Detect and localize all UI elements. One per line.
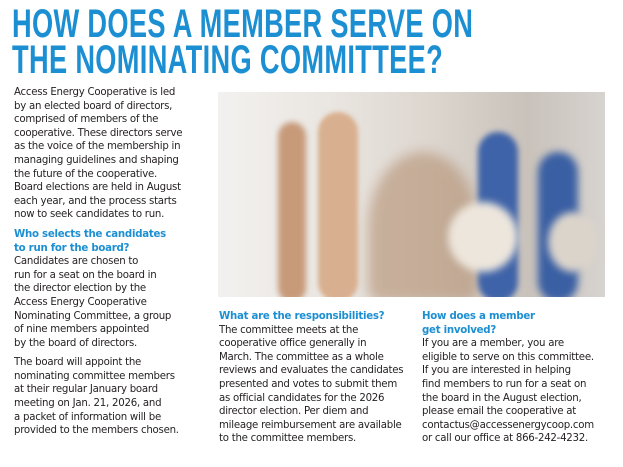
text-line: presented and votes to submit them xyxy=(219,378,397,390)
text-line: managing guidelines and shaping xyxy=(14,154,179,166)
text-line: The board will appoint the xyxy=(14,357,142,369)
text-line: Board elections are held in August xyxy=(14,182,181,194)
heading-line: to run for the board? xyxy=(14,242,130,254)
heading-line: get involved? xyxy=(422,324,496,336)
section-paragraph xyxy=(422,337,594,446)
section-paragraph xyxy=(14,255,182,350)
text-line: of nine members appointed xyxy=(14,324,150,336)
text-line: by an elected board of directors, xyxy=(14,100,173,112)
text-line: the future of the cooperative. xyxy=(14,168,158,180)
section-heading xyxy=(14,228,182,255)
heading-line: What are the responsibilities? xyxy=(219,311,385,322)
text-line: find members to run for a seat on xyxy=(422,378,587,390)
text-line: now to seek candidates to run. xyxy=(14,209,165,221)
left-column xyxy=(14,86,182,438)
text-line: The committee meets at the xyxy=(219,324,359,336)
text-line: the board in the August election, xyxy=(422,392,582,404)
text-line: as official candidates for the 2026 xyxy=(219,392,385,404)
text-line: the director election by the xyxy=(14,283,146,295)
text-line: cooperative. These directors serve xyxy=(14,127,183,139)
text-line: Nominating Committee, a group xyxy=(14,310,172,322)
text-line: comprised of members of the xyxy=(14,114,159,126)
text-line: please email the cooperative at xyxy=(422,406,576,418)
text-line: reviews and evaluates the candidates xyxy=(219,365,404,377)
text-line: If you are interested in helping xyxy=(422,365,571,377)
text-line: director election. Per diem and xyxy=(219,406,369,418)
right-column xyxy=(422,310,594,446)
heading-line: Who selects the candidates xyxy=(14,228,166,240)
text-line: Candidates are chosen to xyxy=(14,256,139,268)
text-line: nominating committee members xyxy=(14,370,175,382)
text-line: Access Energy Cooperative xyxy=(14,296,147,308)
text-line: or call our office at 866-242-4232. xyxy=(422,433,588,445)
intro-paragraph xyxy=(14,86,182,222)
text-line: mileage reimbursement are available xyxy=(219,419,402,431)
text-line: provided to the members chosen. xyxy=(14,425,179,437)
text-line: at their regular January board xyxy=(14,384,158,396)
title-line: THE NOMINATING COMMITTEE? xyxy=(12,38,444,82)
text-line: a packet of information will be xyxy=(14,411,161,423)
text-line: If you are a member, you are xyxy=(422,338,564,350)
text-line: eligible to serve on this committee. xyxy=(422,351,594,363)
section-paragraph xyxy=(219,324,403,446)
text-line: Access Energy Cooperative is led xyxy=(14,87,176,98)
text-line: cooperative office generally in xyxy=(219,338,367,350)
text-line: as the voice of the membership in xyxy=(14,141,181,153)
text-line: meeting on Jan. 21, 2026, and xyxy=(14,398,162,410)
section-paragraph xyxy=(14,356,182,438)
text-line: run for a seat on the board in xyxy=(14,269,157,281)
raised-hands-photo xyxy=(218,92,605,297)
text-line: by the board of directors. xyxy=(14,337,137,349)
text-line: each year, and the process starts xyxy=(14,195,177,207)
text-line: to the committee members. xyxy=(219,433,357,445)
heading-line: How does a member xyxy=(422,311,535,322)
section-heading xyxy=(422,310,594,337)
middle-column xyxy=(219,310,403,446)
text-line: March. The committee as a whole xyxy=(219,351,384,363)
page-title xyxy=(12,2,474,82)
section-heading xyxy=(219,310,403,324)
email-link[interactable]: contactus@accessenergycoop.com xyxy=(422,419,594,431)
title-line: HOW DOES A MEMBER SERVE ON xyxy=(12,2,474,46)
